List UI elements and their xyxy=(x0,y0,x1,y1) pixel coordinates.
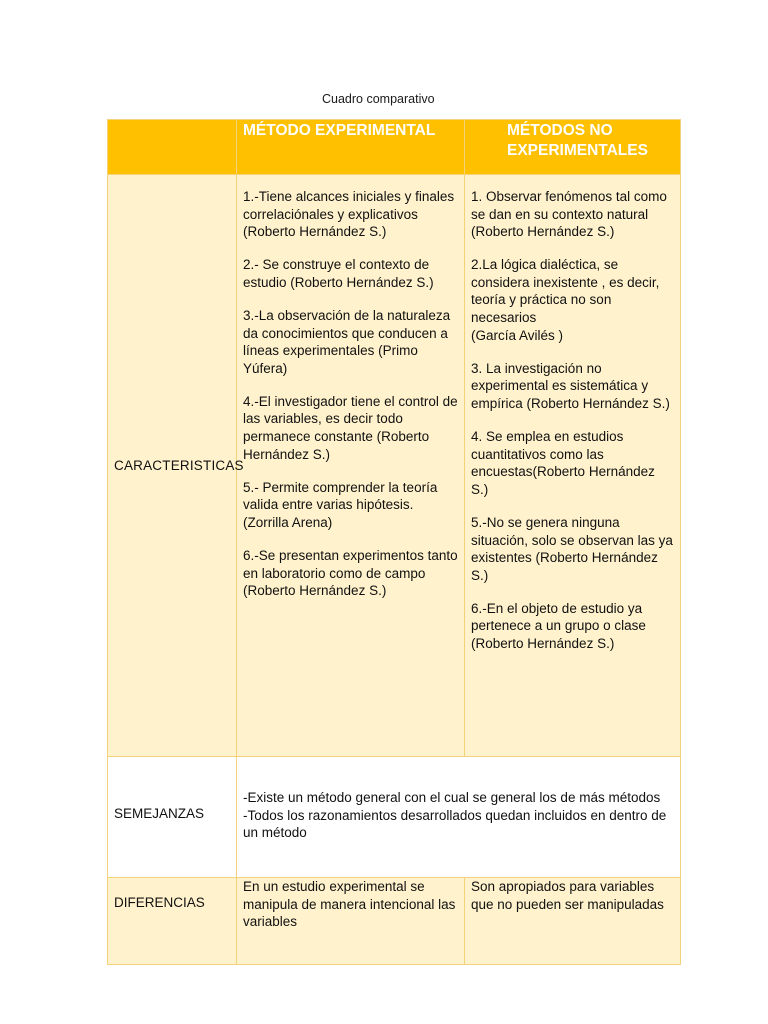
experimental-item-6: 6.-Se presentan experimentos tanto en laboratorio como de campo (Roberto Hernández S.) xyxy=(243,548,458,599)
diferencias-experimental-cell: En un estudio experimental se manipula de manera intencional las variables xyxy=(237,878,465,965)
no-experimental-item-2-citation: (García Avilés ) xyxy=(471,327,564,343)
no-experimental-item-4: 4. Se emplea en estudios cuantitativos como las encuestas(Roberto Hernández S.) xyxy=(471,429,655,497)
experimental-item-3: 3.-La observación de la naturaleza da conocimientos que conducen a líneas experimentales (Primo Yúfera) xyxy=(243,307,451,376)
caracteristicas-experimental-cell xyxy=(237,175,465,757)
comparison-table xyxy=(107,119,681,965)
no-experimental-item-1: 1. Observar fenómenos tal como se dan en su contexto natural (Roberto Hernández S.) xyxy=(471,189,667,240)
row-semejanzas xyxy=(108,757,681,878)
semejanzas-cell xyxy=(237,757,681,878)
header-no-experimental: MÉTODOS NO EXPERIMENTALES xyxy=(465,120,681,175)
caracteristicas-no-experimental-cell xyxy=(465,175,681,757)
row-diferencias xyxy=(108,878,681,965)
header-experimental: MÉTODO EXPERIMENTAL xyxy=(237,120,465,175)
experimental-item-1: 1.-Tiene alcances iniciales y finales correlaciónales y explicativos (Roberto Hernández S.) xyxy=(243,189,455,240)
header-empty-cell xyxy=(108,120,237,175)
header-row xyxy=(108,120,681,175)
no-experimental-item-6: 6.-En el objeto de estudio ya pertenece a un grupo o clase (Roberto Hernández S.) xyxy=(471,600,646,651)
diferencias-no-experimental-cell: Son apropiados para variables que no pueden ser manipuladas xyxy=(465,878,681,965)
no-experimental-item-5: 5.-No se genera ninguna situación, solo se observan las ya existentes (Roberto Hernández S.) xyxy=(471,514,673,583)
row-caracteristicas xyxy=(108,175,681,757)
document-title-text: Cuadro comparativo xyxy=(322,92,435,106)
semejanzas-line-1: -Existe un método general con el cual se general los de más métodos xyxy=(243,790,661,805)
no-experimental-item-3: 3. La investigación no experimental es sistemática y empírica (Roberto Hernández S.) xyxy=(471,360,670,411)
experimental-item-4: 4.-El investigador tiene el control de las variables, es decir todo permanece constante (Roberto Hernández S.) xyxy=(243,393,458,462)
label-semejanzas: SEMEJANZAS xyxy=(108,757,237,878)
experimental-item-2: 2.- Se construye el contexto de estudio (Roberto Hernández S.) xyxy=(243,257,434,290)
experimental-item-5: 5.- Permite comprender la teoría valida entre varias hipótesis. (Zorrilla Arena) xyxy=(243,479,438,530)
label-caracteristicas: CARACTERISTICAS xyxy=(108,175,237,757)
no-experimental-item-2: 2.La lógica dialéctica, se considera inexistente , es decir, teoría y práctica no son necesarios xyxy=(471,257,660,326)
semejanzas-line-2: -Todos los razonamientos desarrollados quedan incluidos en dentro de un método xyxy=(243,807,667,841)
label-diferencias: DIFERENCIAS xyxy=(108,878,237,965)
